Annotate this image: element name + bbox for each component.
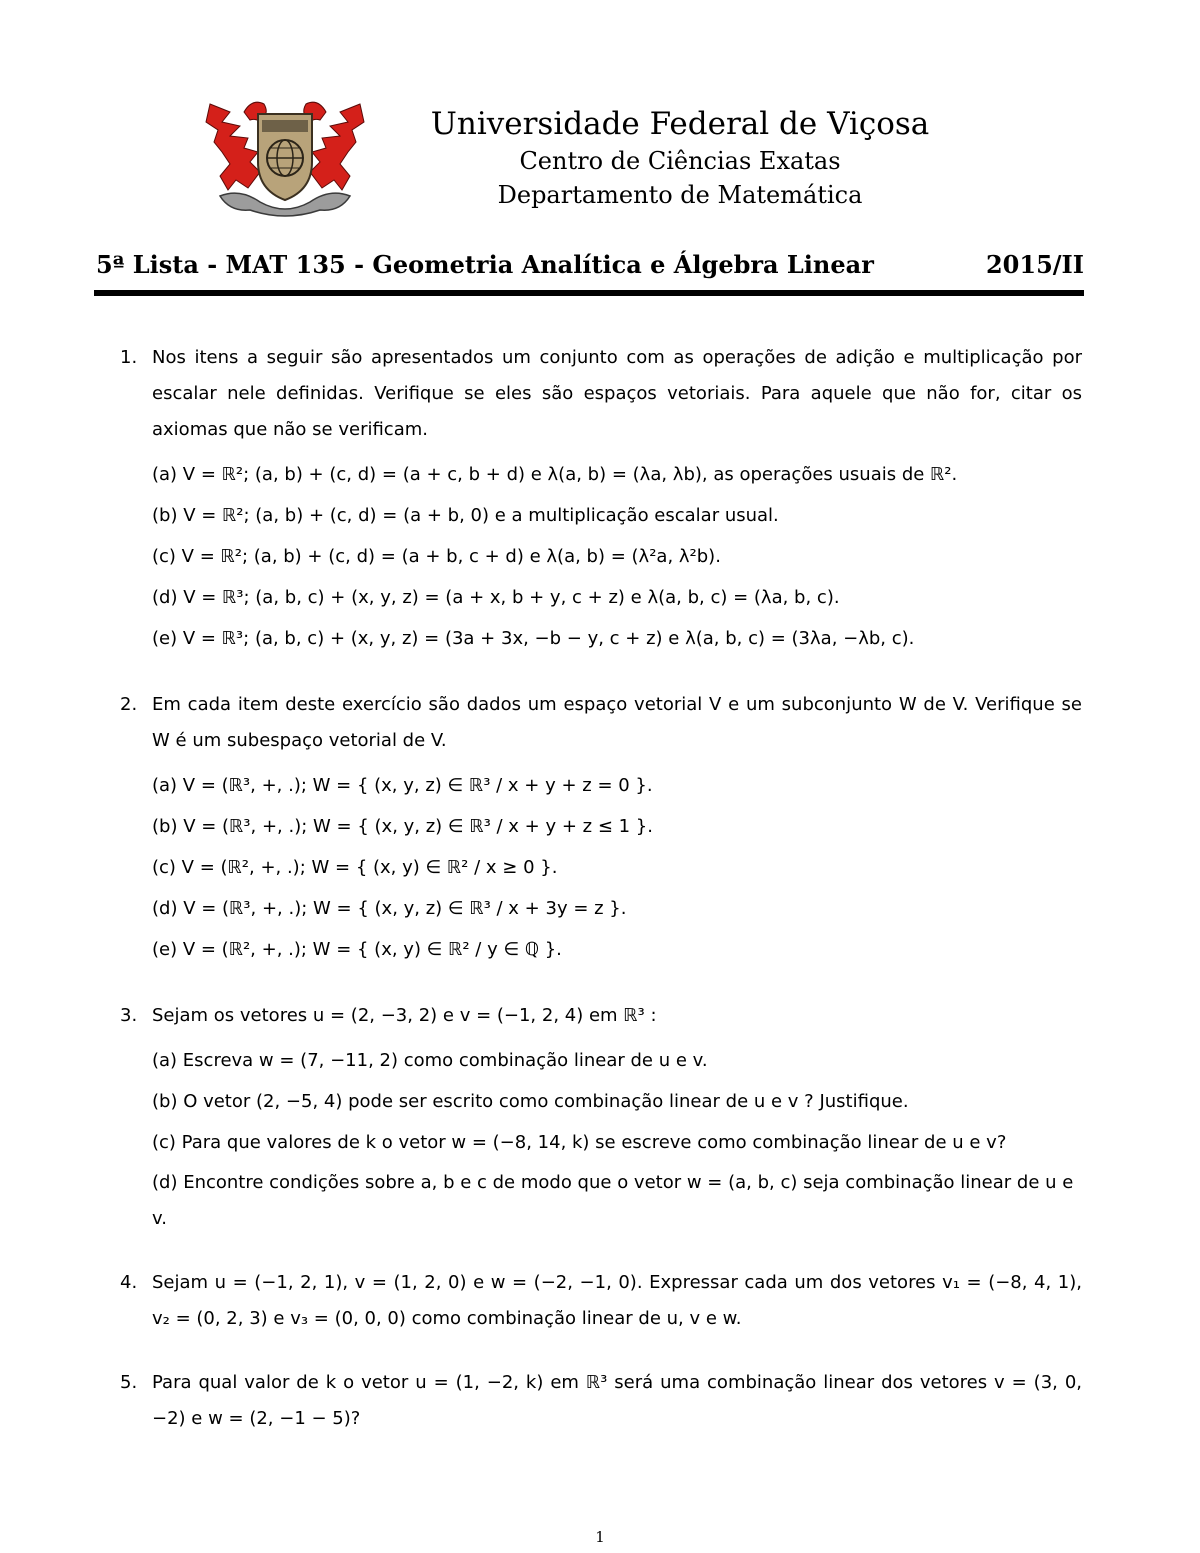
question-5: [120, 1365, 1082, 1437]
question-number: 1.: [120, 347, 138, 368]
question-item: (c) Para que valores de k o vetor w = (−8, 14, k) se escreve como combinação linear de u e v?: [152, 1132, 1007, 1153]
question-3: [120, 998, 1082, 1237]
question-item: (c) V = ℝ²; (a, b) + (c, d) = (a + b, c + d) e λ(a, b) = (λ²a, λ²b).: [152, 546, 721, 567]
question-item: (b) V = (ℝ³, +, .); W = { (x, y, z) ∈ ℝ³ / x + y + z ≤ 1 }.: [152, 816, 653, 837]
semester: 2015/II: [985, 250, 1084, 279]
question-item: (b) V = ℝ²; (a, b) + (c, d) = (a + b, 0) e a multiplicação escalar usual.: [152, 505, 779, 526]
question-item: (b) O vetor (2, −5, 4) pode ser escrito como combinação linear de u e v ? Justifique.: [152, 1091, 909, 1112]
question-item: (e) V = (ℝ², +, .); W = { (x, y) ∈ ℝ² / y ∈ ℚ }.: [152, 939, 562, 960]
question-number: 3.: [120, 1005, 138, 1026]
exercise-list: [120, 340, 1082, 1437]
center-name: Centro de Ciências Exatas: [519, 147, 841, 175]
question-1: [120, 340, 1082, 659]
question-2: [120, 687, 1082, 970]
page-number: 1: [595, 1528, 605, 1546]
question-item: (e) V = ℝ³; (a, b, c) + (x, y, z) = (3a + 3x, −b − y, c + z) e λ(a, b, c) = (3λa, −λb, c).: [152, 628, 915, 649]
question-number: 5.: [120, 1372, 138, 1393]
university-name: Universidade Federal de Viçosa: [430, 106, 930, 142]
question-4: [120, 1265, 1082, 1337]
question-item: (c) V = (ℝ², +, .); W = { (x, y) ∈ ℝ² / x ≥ 0 }.: [152, 857, 558, 878]
question-number: 2.: [120, 694, 138, 715]
question-text: Para qual valor de k o vetor u = (1, −2, k) em ℝ³ será uma combinação linear dos vetores v = (3, 0, −2) e w = (2, −1 − 5)?: [152, 1372, 1082, 1429]
list-title-bar: [96, 250, 1084, 279]
question-text: Nos itens a seguir são apresentados um conjunto com as operações de adição e multiplicação por escalar nele definidas. Verifique se eles são espaços vetoriais. Para aquele que não for, citar os axiomas que não se verificam.: [152, 347, 1082, 440]
question-item: (d) V = ℝ³; (a, b, c) + (x, y, z) = (a + x, b + y, c + z) e λ(a, b, c) = (λa, b, c).: [152, 587, 840, 608]
list-title: 5ª Lista - MAT 135 - Geometria Analítica e Álgebra Linear: [96, 250, 874, 279]
department-name: Departamento de Matemática: [497, 181, 863, 209]
question-item: (d) V = (ℝ³, +, .); W = { (x, y, z) ∈ ℝ³ / x + 3y = z }.: [152, 898, 627, 919]
university-crest: [200, 92, 370, 222]
question-item: (d) Encontre condições sobre a, b e c de modo que o vetor w = (a, b, c) seja combinação linear de u e v.: [152, 1172, 1074, 1229]
question-item: (a) Escreva w = (7, −11, 2) como combinação linear de u e v.: [152, 1050, 708, 1071]
question-item: (a) V = ℝ²; (a, b) + (c, d) = (a + c, b + d) e λ(a, b) = (λa, λb), as operações usuais de ℝ².: [152, 464, 958, 485]
question-item: (a) V = (ℝ³, +, .); W = { (x, y, z) ∈ ℝ³ / x + y + z = 0 }.: [152, 775, 653, 796]
question-text: Em cada item deste exercício são dados um espaço vetorial V e um subconjunto W de V. Verifique se W é um subespaço vetorial de V.: [152, 694, 1082, 751]
question-text: Sejam os vetores u = (2, −3, 2) e v = (−1, 2, 4) em ℝ³ :: [152, 1005, 657, 1026]
title-divider: [94, 290, 1084, 296]
question-number: 4.: [120, 1272, 138, 1293]
institution-header: [400, 104, 960, 212]
question-text: Sejam u = (−1, 2, 1), v = (1, 2, 0) e w = (−2, −1, 0). Expressar cada um dos vetores v₁ = (−8, 4, 1), v₂ = (0, 2, 3) e v₃ = (0, 0, 0) como combinação linear de u, v e w.: [152, 1272, 1082, 1329]
